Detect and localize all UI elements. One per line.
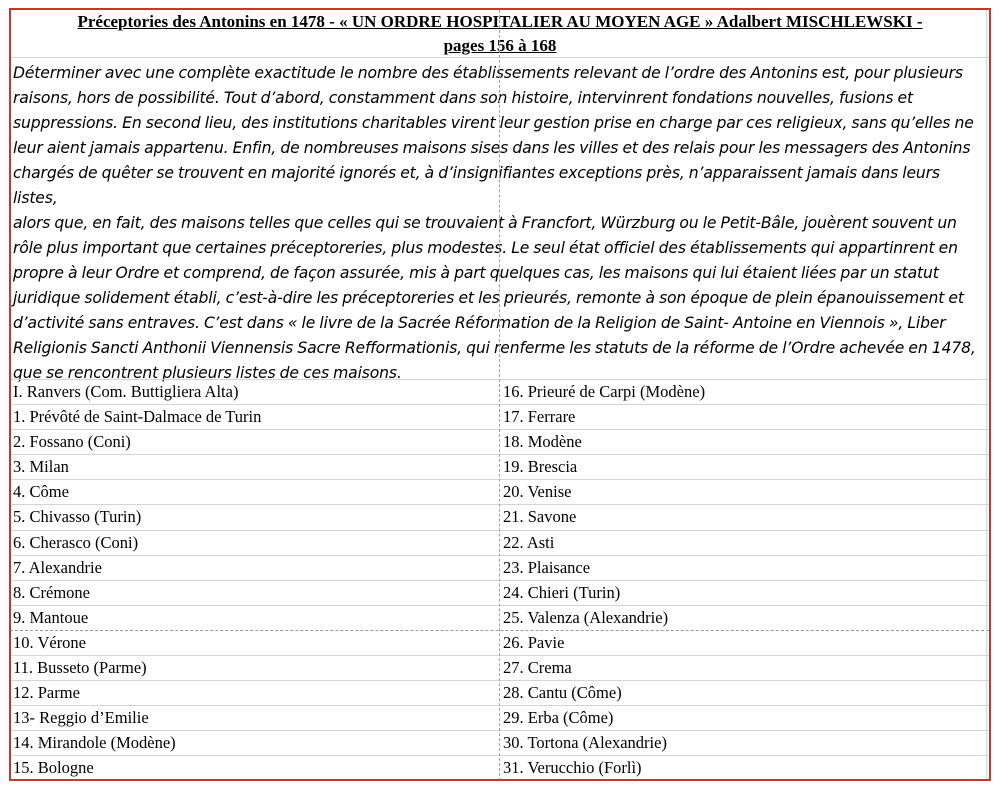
list-item[interactable]: 20. Venise	[503, 482, 572, 502]
page-break-vertical	[499, 10, 500, 781]
list-item[interactable]: 7. Alexandrie	[13, 557, 102, 577]
list-item[interactable]: 8. Crémone	[13, 582, 90, 602]
list-item[interactable]: 23. Plaisance	[503, 557, 591, 577]
list-item[interactable]: 9. Mantoue	[13, 607, 89, 627]
list-item[interactable]: 22. Asti	[503, 532, 555, 552]
title-line-1: Préceptories des Antonins en 1478 - « UN ORDRE HOSPITALIER AU MOYEN AGE » Adalbert MISCHLEWSKI -	[77, 12, 923, 31]
list-item[interactable]: 14. Mirandole (Modène)	[13, 733, 176, 753]
list-item[interactable]: 13- Reggio d’Emilie	[13, 708, 149, 728]
list-item[interactable]: 19. Brescia	[503, 457, 578, 477]
list-item[interactable]: 24. Chieri (Turin)	[503, 582, 621, 602]
page-title[interactable]	[14, 10, 986, 58]
list-item[interactable]: 16. Prieuré de Carpi (Modène)	[503, 382, 706, 401]
list-item[interactable]: 5. Chivasso (Turin)	[13, 507, 142, 527]
list-item[interactable]: 2. Fossano (Coni)	[13, 432, 131, 452]
list-item[interactable]: 4. Côme	[13, 482, 69, 502]
list-item[interactable]: 25. Valenza (Alexandrie)	[503, 607, 669, 627]
list-item[interactable]: 17. Ferrare	[503, 407, 576, 427]
list-item[interactable]: 28. Cantu (Côme)	[503, 683, 622, 703]
list-item[interactable]: 18. Modène	[503, 432, 582, 452]
list-item[interactable]: 27. Crema	[503, 658, 572, 678]
title-line-2: pages 156 à 168	[443, 36, 557, 55]
list-item[interactable]: 31. Verucchio (Forlì)	[503, 758, 642, 778]
list-item[interactable]: 11. Busseto (Parme)	[13, 658, 147, 678]
list-item[interactable]: 1. Prévôté de Saint-Dalmace de Turin	[13, 407, 262, 427]
column-border-right	[986, 10, 987, 781]
list-item[interactable]: 3. Milan	[13, 457, 69, 477]
list-item[interactable]: 21. Savone	[503, 507, 577, 527]
list-item[interactable]: 29. Erba (Côme)	[503, 708, 614, 728]
list-item[interactable]: 15. Bologne	[13, 758, 94, 778]
list-item[interactable]: 12. Parme	[13, 683, 80, 703]
list-item[interactable]: 10. Vérone	[13, 632, 87, 652]
list-item[interactable]: 30. Tortona (Alexandrie)	[503, 733, 667, 753]
list-item[interactable]: 6. Cherasco (Coni)	[13, 532, 139, 552]
list-item[interactable]: 26. Pavie	[503, 632, 565, 652]
list-item[interactable]: I. Ranvers (Com. Buttigliera Alta)	[13, 382, 239, 401]
intro-paragraph[interactable]: Déterminer avec une complète exactitude le nombre des établissements relevant de l’ordre des Antonins est, pour plusieurs raisons, hors de possibilité. Tout d’abord, constamment dans son histoire, intervinrent fondations nouvelles, fusions et suppressions. En second lieu, des institutions charitables virent leur gestion prise en charge par ces religieux, sans qu’elles ne leur aient jamais appartenu. Enfin, de nombreuses maisons sises dans les villes et des relais pour les messagers des Antonins chargés de quêter se trouvent en majorité ignorés et, à d’insignifiantes exceptions près, n’apparaissent jamais dans leurs listes, alors que, en fait, des maisons telles que celles qui se trouvaient à Francfort, Würzburg ou le Petit-Bâle, jouèrent souvent un rôle plus important que certaines préceptoreries, plus modestes. Le seul état officiel des établissements qui appartinrent en propre à leur Ordre et comprend, de façon assurée, mis à part quelques cas, les maisons qui lui étaient liées par un statut juridique solidement établi, c’est-à-dire les préceptoreries et les prieurés, remonte à son époque de plein épanouissement et d’activité sans entraves. C’est dans « le livre de la Sacrée Réformation de la Religion de Saint- Antoine en Viennois », Liber Religionis Sancti Anthonii Viennensis Sacre Refformationis, qui renferme les statuts de la réforme de l’Ordre achevée en 1478, que se rencontrent plusieurs listes de ces maisons.	[13, 64, 976, 382]
